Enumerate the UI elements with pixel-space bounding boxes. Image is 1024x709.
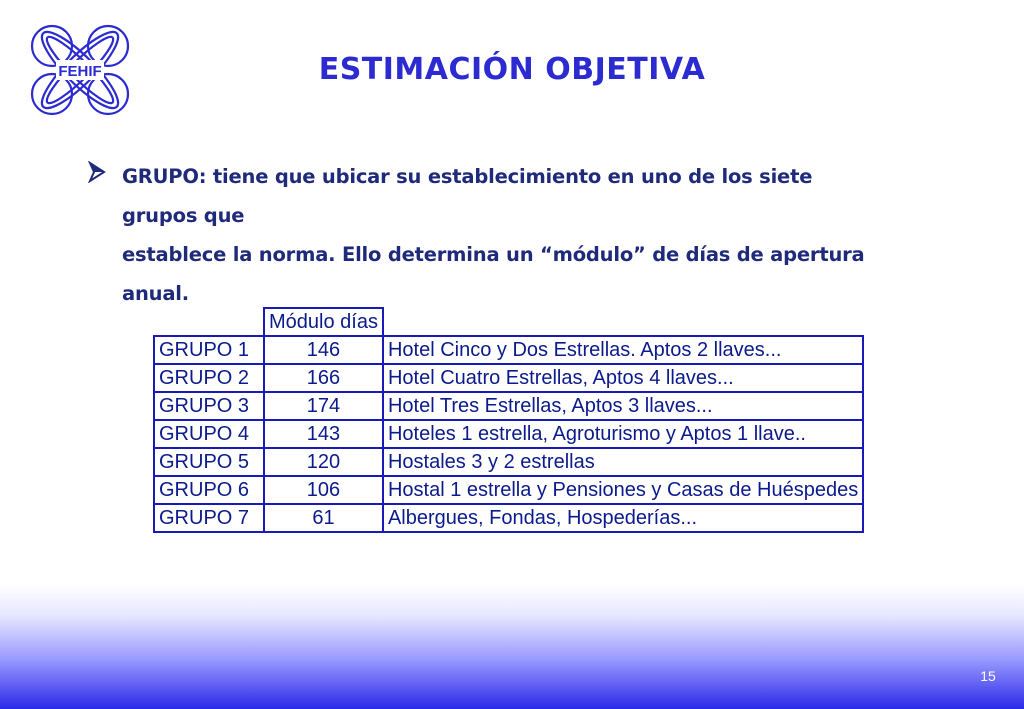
days-cell: 106 bbox=[264, 476, 383, 504]
group-cell: GRUPO 2 bbox=[154, 364, 264, 392]
slide-title: ESTIMACIÓN OBJETIVA bbox=[318, 52, 706, 87]
days-cell: 61 bbox=[264, 504, 383, 532]
footer-gradient bbox=[0, 585, 1024, 709]
description-cell: Hostal 1 estrella y Pensiones y Casas de Huéspedes bbox=[383, 476, 863, 504]
groups-table bbox=[153, 307, 864, 533]
group-cell: GRUPO 4 bbox=[154, 420, 264, 448]
description-cell: Hostales 3 y 2 estrellas bbox=[383, 448, 863, 476]
table-row bbox=[154, 504, 863, 532]
description-cell: Hotel Cinco y Dos Estrellas. Aptos 2 llaves... bbox=[383, 336, 863, 364]
bullet-line-2: establece la norma. Ello determina un “módulo” de días de apertura anual. bbox=[122, 243, 865, 305]
logo-text: FEHIF bbox=[58, 63, 102, 80]
description-cell: Hotel Tres Estrellas, Aptos 3 llaves... bbox=[383, 392, 863, 420]
table-header-row bbox=[154, 308, 863, 336]
group-cell: GRUPO 5 bbox=[154, 448, 264, 476]
page-number: 15 bbox=[980, 668, 996, 684]
header-modulo-dias: Módulo días bbox=[264, 308, 383, 336]
days-cell: 146 bbox=[264, 336, 383, 364]
days-cell: 166 bbox=[264, 364, 383, 392]
table-row bbox=[154, 476, 863, 504]
days-cell: 174 bbox=[264, 392, 383, 420]
description-cell: Hoteles 1 estrella, Agroturismo y Aptos 1 llave.. bbox=[383, 420, 863, 448]
group-cell: GRUPO 1 bbox=[154, 336, 264, 364]
days-cell: 120 bbox=[264, 448, 383, 476]
group-cell: GRUPO 6 bbox=[154, 476, 264, 504]
table-row bbox=[154, 364, 863, 392]
table-row bbox=[154, 392, 863, 420]
description-cell: Hotel Cuatro Estrellas, Aptos 4 llaves... bbox=[383, 364, 863, 392]
table-row bbox=[154, 448, 863, 476]
bullet-line-1: GRUPO: tiene que ubicar su establecimiento en uno de los siete grupos que bbox=[122, 165, 813, 227]
header-empty-cell bbox=[383, 308, 863, 336]
group-cell: GRUPO 7 bbox=[154, 504, 264, 532]
header-empty-cell bbox=[154, 308, 264, 336]
group-cell: GRUPO 3 bbox=[154, 392, 264, 420]
description-cell: Albergues, Fondas, Hospederías... bbox=[383, 504, 863, 532]
table-row bbox=[154, 420, 863, 448]
arrow-bullet-icon bbox=[88, 161, 106, 183]
bullet-text bbox=[122, 157, 892, 313]
table-row bbox=[154, 336, 863, 364]
days-cell: 143 bbox=[264, 420, 383, 448]
